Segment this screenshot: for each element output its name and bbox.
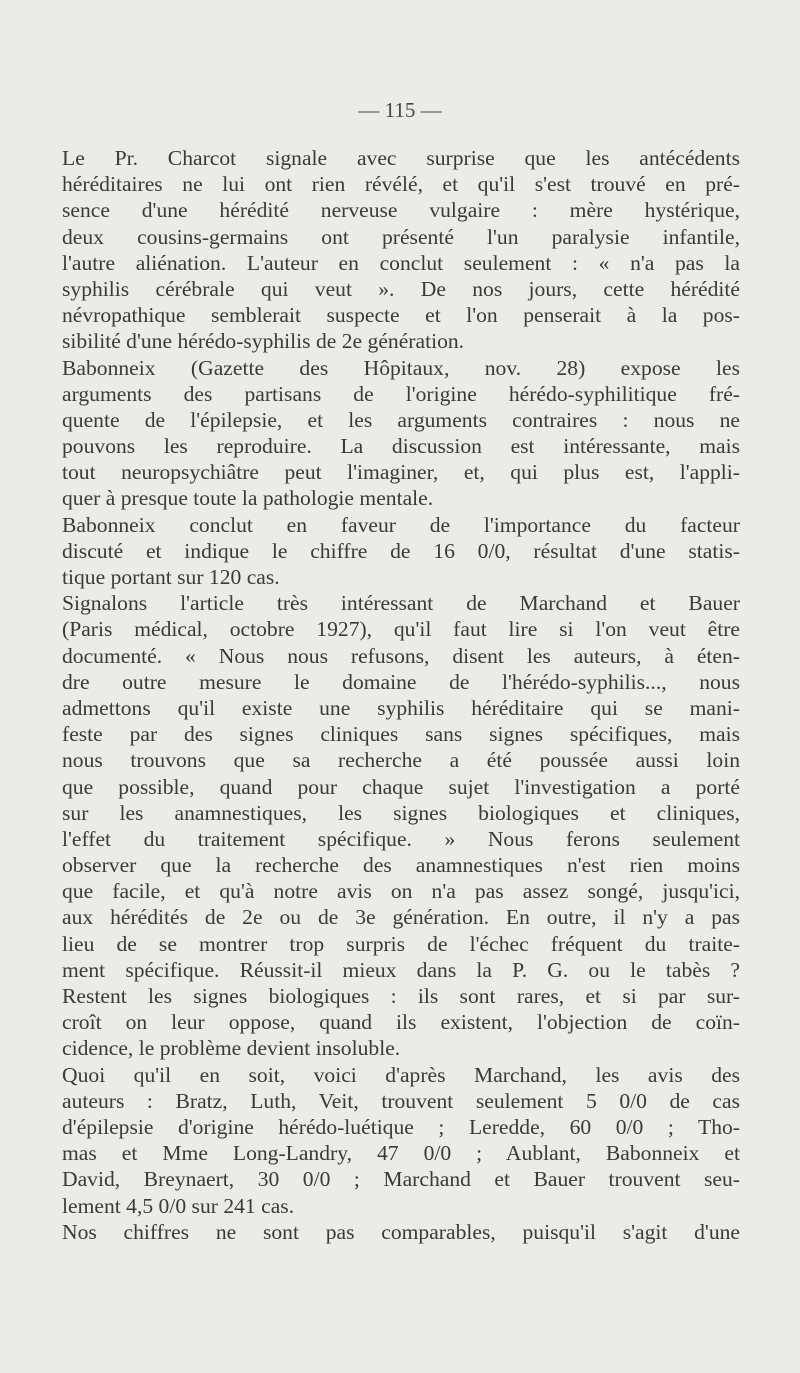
body-text: [62, 145, 740, 1245]
text-line: héréditaires ne lui ont rien révélé, et qu'il s'est trouvé en pré-: [62, 172, 740, 197]
text-line: pouvons les reproduire. La discussion est intéressante, mais: [62, 434, 740, 459]
text-line: croît on leur oppose, quand ils existent, l'objection de coïn-: [62, 1010, 740, 1035]
text-line: tique portant sur 120 cas.: [62, 565, 280, 589]
text-line: syphilis cérébrale qui veut ». De nos jours, cette hérédité: [62, 276, 740, 301]
text-line: que possible, quand pour chaque sujet l'investigation a porté: [62, 774, 740, 799]
text-line: sence d'une hérédité nerveuse vulgaire : mère hystérique,: [62, 198, 740, 223]
text-line: d'épilepsie d'origine hérédo-luétique ; Leredde, 60 0/0 ; Tho-: [62, 1114, 740, 1139]
text-line: Nos chiffres ne sont pas comparables, puisqu'il s'agit d'une: [62, 1219, 740, 1244]
text-line: Signalons l'article très intéressant de Marchand et Bauer: [62, 591, 740, 616]
text-line: auteurs : Bratz, Luth, Veit, trouvent seulement 5 0/0 de cas: [62, 1088, 740, 1113]
text-line: aux hérédités de 2e ou de 3e génération. En outre, il n'y a pas: [62, 905, 740, 930]
text-line: cidence, le problème devient insoluble.: [62, 1036, 401, 1061]
text-line: discuté et indique le chiffre de 16 0/0, résultat d'une statis-: [62, 538, 740, 563]
text-line: sur les anamnestiques, les signes biologiques et cliniques,: [62, 800, 740, 825]
text-line: nous trouvons que sa recherche a été poussée aussi loin: [62, 748, 740, 773]
text-line: tout neuropsychiâtre peut l'imaginer, et, qui plus est, l'appli-: [62, 460, 740, 485]
text-line: l'autre aliénation. L'auteur en conclut seulement : « n'a pas la: [62, 250, 740, 275]
text-line: que facile, et qu'à notre avis on n'a pas assez songé, jusqu'ici,: [62, 879, 740, 904]
text-line: observer que la recherche des anamnestiques n'est rien moins: [62, 853, 740, 878]
text-line: deux cousins-germains ont présenté l'un paralysie infantile,: [62, 224, 740, 249]
text-line: lement 4,5 0/0 sur 241 cas.: [62, 1193, 295, 1218]
text-line: feste par des signes cliniques sans signes spécifiques, mais: [62, 722, 740, 747]
text-line: documenté. « Nous nous refusons, disent les auteurs, à éten-: [62, 643, 740, 668]
text-line: ment spécifique. Réussit-il mieux dans la P. G. ou le tabès ?: [62, 957, 740, 982]
text-line: Babonneix conclut en faveur de l'importance du facteur: [62, 512, 740, 537]
text-line: quente de l'épilepsie, et les arguments contraires : nous ne: [62, 407, 740, 432]
page-number: — 115 —: [358, 98, 442, 122]
text-line: quer à presque toute la pathologie mentale.: [62, 486, 434, 511]
text-line: dre outre mesure le domaine de l'hérédo-syphilis..., nous: [62, 669, 740, 694]
text-line: Restent les signes biologiques : ils sont rares, et si par sur-: [62, 984, 740, 1008]
text-line: l'effet du traitement spécifique. » Nous ferons seulement: [62, 826, 740, 851]
text-line: David, Breynaert, 30 0/0 ; Marchand et Bauer trouvent seu-: [62, 1167, 740, 1192]
text-line: sibilité d'une hérédo-syphilis de 2e génération.: [62, 329, 465, 354]
text-line: (Paris médical, octobre 1927), qu'il faut lire si l'on veut être: [62, 617, 740, 642]
text-line: lieu de se montrer trop surpris de l'échec fréquent du traite-: [62, 931, 740, 956]
text-line: admettons qu'il existe une syphilis héréditaire qui se mani-: [62, 695, 740, 720]
text-line: arguments des partisans de l'origine hérédo-syphilitique fré-: [62, 381, 740, 406]
text-line: Quoi qu'il en soit, voici d'après Marchand, les avis des: [62, 1062, 740, 1087]
text-line: mas et Mme Long-Landry, 47 0/0 ; Aublant, Babonneix et: [62, 1141, 740, 1166]
text-line: Babonneix (Gazette des Hôpitaux, nov. 28) expose les: [62, 355, 740, 380]
text-line: névropathique semblerait suspecte et l'on penserait à la pos-: [62, 303, 740, 328]
text-line: Le Pr. Charcot signale avec surprise que les antécédents: [62, 146, 740, 170]
